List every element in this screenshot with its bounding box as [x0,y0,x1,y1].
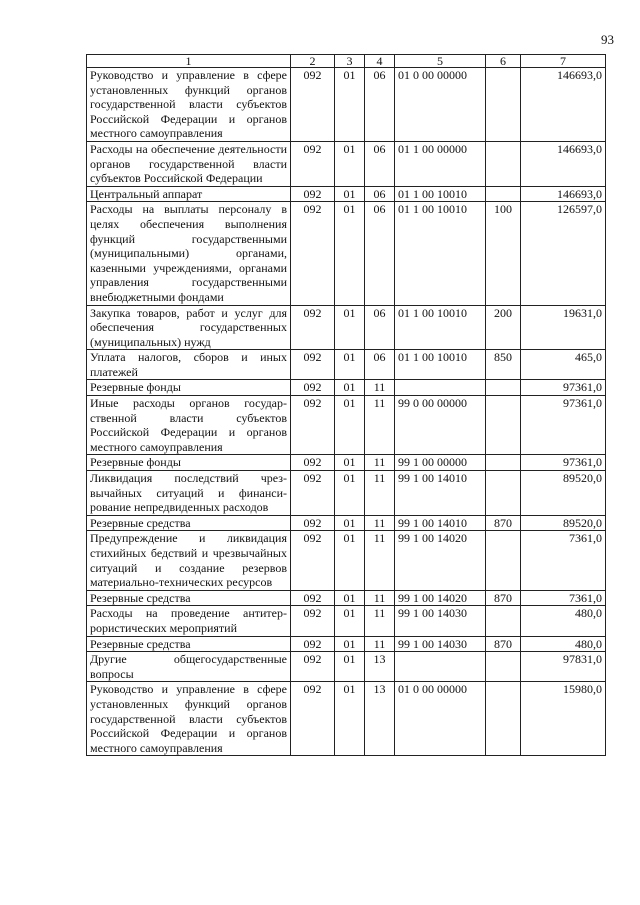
table-row [87,531,606,590]
row-name-cell: Уплата налогов, сборов и иных платежей [87,350,291,380]
row-name-cell: Предупреждение и ликвидация стихийных бедствий и чрезвычайных ситуаций и создание резервов материально-технических ресурсов [87,531,291,590]
row-name-cell: Иные расходы органов государственной власти субъектов Российской Федерации и органов местного самоуправления [87,396,291,455]
target-article-cell: 99 1 00 00000 [395,455,486,471]
subsection-code-cell: 11 [365,471,395,516]
section-code-cell: 01 [335,531,365,590]
department-code-cell: 092 [291,652,335,682]
expense-type-cell: 870 [486,590,521,606]
table-row [87,455,606,471]
row-name-cell: Ликвидация последствий чрезвычайных ситуаций и финансирование непредвиденных расходов [87,471,291,516]
budget-table [86,54,606,756]
row-name-cell: Расходы на обеспечение деятельности органов государственной власти субъектов Российской Федерации [87,141,291,186]
amount-cell: 146693,0 [521,141,606,186]
row-name-cell: Расходы на проведение антитеррористических мероприятий [87,606,291,636]
subsection-code-cell: 11 [365,455,395,471]
expense-type-cell: 850 [486,350,521,380]
target-article-cell: 01 1 00 00000 [395,141,486,186]
table-row [87,68,606,142]
row-name-cell: Резервные средства [87,636,291,652]
subsection-code-cell: 06 [365,350,395,380]
department-code-cell: 092 [291,606,335,636]
subsection-code-cell: 06 [365,305,395,350]
amount-cell: 97831,0 [521,652,606,682]
department-code-cell: 092 [291,396,335,455]
table-row [87,396,606,455]
department-code-cell: 092 [291,455,335,471]
row-name-cell: Резервные средства [87,590,291,606]
expense-type-cell [486,396,521,455]
target-article-cell: 01 1 00 10010 [395,202,486,305]
table-row [87,350,606,380]
expense-type-cell [486,380,521,396]
table-row [87,471,606,516]
section-code-cell: 01 [335,471,365,516]
section-code-cell: 01 [335,350,365,380]
department-code-cell: 092 [291,350,335,380]
section-code-cell: 01 [335,515,365,531]
table-row [87,652,606,682]
target-article-cell [395,380,486,396]
table-body [87,68,606,756]
department-code-cell: 092 [291,305,335,350]
subsection-code-cell: 06 [365,186,395,202]
expense-type-cell [486,186,521,202]
target-article-cell: 01 1 00 10010 [395,350,486,380]
amount-cell: 480,0 [521,636,606,652]
subsection-code-cell: 11 [365,380,395,396]
target-article-cell: 01 1 00 10010 [395,186,486,202]
expense-type-cell: 100 [486,202,521,305]
amount-cell: 97361,0 [521,380,606,396]
section-code-cell: 01 [335,652,365,682]
subsection-code-cell: 11 [365,606,395,636]
table-row [87,636,606,652]
header-cell: 7 [521,55,606,68]
subsection-code-cell: 11 [365,636,395,652]
amount-cell: 7361,0 [521,531,606,590]
amount-cell: 19631,0 [521,305,606,350]
table-row [87,186,606,202]
header-cell: 3 [335,55,365,68]
row-name-cell: Резервные фонды [87,455,291,471]
section-code-cell: 01 [335,636,365,652]
expense-type-cell: 870 [486,515,521,531]
header-cell: 5 [395,55,486,68]
department-code-cell: 092 [291,531,335,590]
department-code-cell: 092 [291,636,335,652]
subsection-code-cell: 11 [365,515,395,531]
table-row [87,305,606,350]
expense-type-cell [486,141,521,186]
section-code-cell: 01 [335,68,365,142]
department-code-cell: 092 [291,68,335,142]
target-article-cell: 99 1 00 14020 [395,531,486,590]
target-article-cell: 99 1 00 14020 [395,590,486,606]
section-code-cell: 01 [335,590,365,606]
row-name-cell: Закупка товаров, работ и услуг для обеспечения государственных (муниципальных) нужд [87,305,291,350]
department-code-cell: 092 [291,515,335,531]
subsection-code-cell: 13 [365,652,395,682]
amount-cell: 7361,0 [521,590,606,606]
department-code-cell: 092 [291,141,335,186]
table-row [87,380,606,396]
target-article-cell: 01 0 00 00000 [395,68,486,142]
header-cell: 2 [291,55,335,68]
section-code-cell: 01 [335,380,365,396]
expense-type-cell [486,682,521,756]
target-article-cell: 99 1 00 14030 [395,636,486,652]
subsection-code-cell: 06 [365,141,395,186]
table-row [87,202,606,305]
target-article-cell [395,652,486,682]
page-number: 93 [601,32,614,47]
amount-cell: 480,0 [521,606,606,636]
row-name-cell: Другие общегосударственные вопросы [87,652,291,682]
subsection-code-cell: 06 [365,68,395,142]
department-code-cell: 092 [291,471,335,516]
row-name-cell: Расходы на выплаты персоналу в целях обеспечения выполнения функций государственными (муниципальными) органами, казенными учреждениями, органами управления государственными внебюджетными фондами [87,202,291,305]
expense-type-cell [486,455,521,471]
subsection-code-cell: 11 [365,590,395,606]
row-name-cell: Руководство и управление в сфере установленных функций органов государственной власти субъектов Российской Федерации и органов местного самоуправления [87,68,291,142]
section-code-cell: 01 [335,186,365,202]
subsection-code-cell: 06 [365,202,395,305]
table-row [87,682,606,756]
table-row [87,515,606,531]
header-cell: 1 [87,55,291,68]
section-code-cell: 01 [335,396,365,455]
target-article-cell: 99 0 00 00000 [395,396,486,455]
expense-type-cell [486,471,521,516]
expense-type-cell [486,531,521,590]
expense-type-cell [486,606,521,636]
section-code-cell: 01 [335,202,365,305]
department-code-cell: 092 [291,682,335,756]
amount-cell: 89520,0 [521,515,606,531]
amount-cell: 97361,0 [521,455,606,471]
header-cell: 6 [486,55,521,68]
header-cell: 4 [365,55,395,68]
amount-cell: 146693,0 [521,186,606,202]
amount-cell: 465,0 [521,350,606,380]
subsection-code-cell: 13 [365,682,395,756]
amount-cell: 97361,0 [521,396,606,455]
header-row [87,55,606,68]
row-name-cell: Резервные фонды [87,380,291,396]
row-name-cell: Резервные средства [87,515,291,531]
target-article-cell: 99 1 00 14010 [395,515,486,531]
expense-type-cell: 200 [486,305,521,350]
department-code-cell: 092 [291,202,335,305]
amount-cell: 15980,0 [521,682,606,756]
expense-type-cell [486,68,521,142]
section-code-cell: 01 [335,682,365,756]
section-code-cell: 01 [335,141,365,186]
subsection-code-cell: 11 [365,531,395,590]
target-article-cell: 01 0 00 00000 [395,682,486,756]
table-row [87,590,606,606]
section-code-cell: 01 [335,455,365,471]
expense-type-cell [486,652,521,682]
target-article-cell: 99 1 00 14010 [395,471,486,516]
row-name-cell: Руководство и управление в сфере установленных функций органов государственной власти субъектов Российской Федерации и органов местного самоуправления [87,682,291,756]
expense-type-cell: 870 [486,636,521,652]
department-code-cell: 092 [291,186,335,202]
department-code-cell: 092 [291,380,335,396]
subsection-code-cell: 11 [365,396,395,455]
target-article-cell: 99 1 00 14030 [395,606,486,636]
section-code-cell: 01 [335,606,365,636]
section-code-cell: 01 [335,305,365,350]
amount-cell: 89520,0 [521,471,606,516]
amount-cell: 146693,0 [521,68,606,142]
row-name-cell: Центральный аппарат [87,186,291,202]
table-row [87,606,606,636]
amount-cell: 126597,0 [521,202,606,305]
target-article-cell: 01 1 00 10010 [395,305,486,350]
department-code-cell: 092 [291,590,335,606]
table-row [87,141,606,186]
